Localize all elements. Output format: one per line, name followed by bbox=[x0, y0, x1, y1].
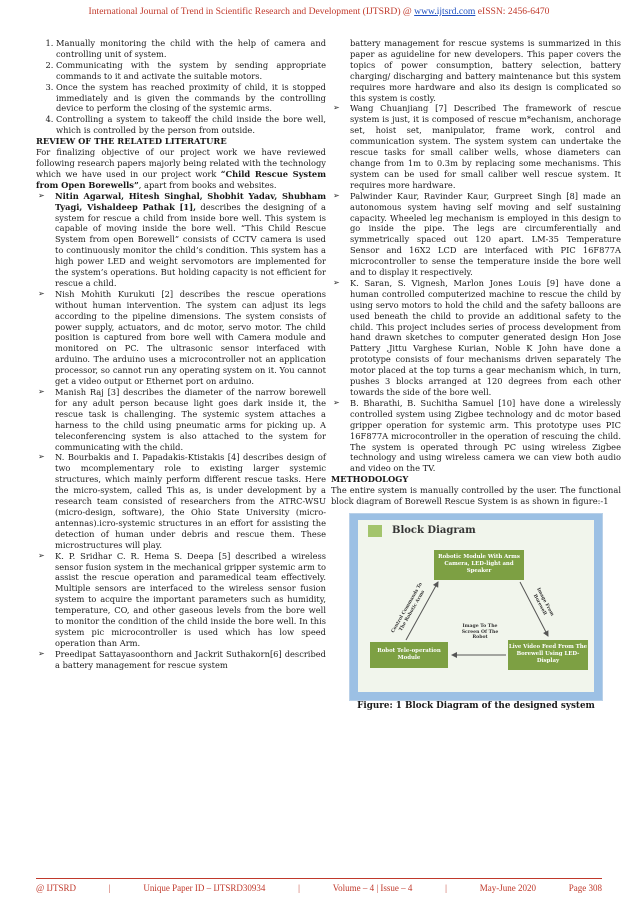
footer-volume: Volume – 4 | Issue – 4 bbox=[332, 883, 413, 893]
arrow-bullet-icon: ➢ bbox=[38, 452, 45, 462]
ref-text: Nish Mohith Kurukuti [2] describes the rescue operations without human intervention. The system can adjust its legs according to the pipeline dimensions. The system consists of power supply, actuators, and dc motor, servo motor. The child position is captured from bore well with Camera module and monitored on PC. The ultrasonic sensor interfaced with arduino. The arduino uses a microcontroller not an application processor, so cannot run any operating system on it. You cannot get a video output or Ethernet port on arduino. bbox=[55, 288, 326, 387]
ref-text: B. Bharathi, B. Suchitha Samuel [10] have done a wirelessly controlled system using Zigbee technology and dc motor based gripper operation for systemic arm. This prototype uses PIC 16F877A microcontroller in the operation of rescuing the child. The system is operated through PC using wireless Zigbee technology and using wireless camera we can view both audio and video on the TV. bbox=[350, 397, 621, 474]
teleoperation-module-box: Robot Tele-operation Module bbox=[370, 642, 448, 668]
label-image-to-screen: Image To The Screen Of The Robot bbox=[461, 623, 499, 641]
literature-list-continued bbox=[331, 103, 621, 474]
project-title: “Child Rescue System from Open Borewells” bbox=[36, 168, 326, 190]
journal-link[interactable]: www.ijtsrd.com bbox=[414, 6, 476, 17]
running-footer bbox=[36, 883, 602, 893]
literature-item bbox=[331, 103, 621, 190]
ref-text: Wang Chuanjiang [7] Described The framework of rescue system is just, it is composed of rescue m*echanism, anchorage set, hoist set, manipulator, frame work, control and communication system. The system system can undertake the rescue tasks for small caliber wells, whose diameters can change from 1m to 0.3m by replacing some mechanisms. This system can be used for small caliber well rescue system. It requires more hardware. bbox=[350, 103, 621, 190]
ref-text: Palwinder Kaur, Ravinder Kaur, Gurpreet Singh [8] made an autonomous system having self moving and self sustaining capacity. Wheeled leg mechanism is employed in this design to go inside the pipe. The legs are circumferentially and symmetrically spaced out 120 apart. LM-35 Temperature Sensor and 16X2 LCD are interfaced with PIC 16F877A microcontroller to sense the temperature inside the bore well and to display it respectively. bbox=[350, 190, 621, 278]
arrow-bullet-icon: ➢ bbox=[333, 103, 340, 113]
arrow-bullet-icon: ➢ bbox=[38, 550, 45, 560]
review-intro bbox=[36, 147, 326, 191]
footer-sep: | bbox=[108, 883, 111, 893]
figure-caption: Figure: 1 Block Diagram of the designed system bbox=[357, 700, 595, 711]
robotic-module-box: Robotic Module With Arms Camera, LED-light and Speaker bbox=[434, 550, 524, 580]
numbered-item: 2. Communicating with the system by sending appropriate commands to it and activate the suitable motors. bbox=[56, 60, 326, 82]
literature-item bbox=[36, 452, 326, 550]
literature-item bbox=[36, 649, 326, 671]
label-control-commands: Control Commands To The Robotic Arms bbox=[390, 582, 426, 635]
numbered-item: 3. Once the system has reached proximity of child, it is stopped immediately and is given the commands by the controlling device to perform the closing of the systemic arms. bbox=[56, 82, 326, 115]
arrow-bullet-icon: ➢ bbox=[38, 387, 45, 396]
footer-sep: | bbox=[298, 883, 300, 893]
diagram-arrows bbox=[358, 520, 594, 692]
review-intro-text: For finalizing objective of our project work we have reviewed following research papers majorly being related with the technology which we have used in our project work bbox=[36, 147, 326, 179]
left-column bbox=[36, 38, 326, 671]
arrow-bullet-icon: ➢ bbox=[38, 288, 45, 298]
footer-page: Page 308 bbox=[568, 883, 602, 893]
footer-journal: @ IJTSRD bbox=[36, 883, 77, 893]
methodology-text: The entire system is manually controlled by the user. The functional block diagram of Borewell Rescue System is as shown in figure:-1 bbox=[331, 485, 621, 507]
arrow-bullet-icon: ➢ bbox=[333, 397, 340, 407]
ref-authors: Nitin Agarwal, Hitesh Singhal, Shobhit Yadav, Shubham Tyagi, Vishaldeep Pathak [1], bbox=[55, 190, 326, 212]
literature-item bbox=[331, 191, 621, 278]
footer-divider bbox=[36, 878, 602, 879]
journal-title: International Journal of Trend in Scientific Research and Development (IJTSRD) @ bbox=[88, 6, 415, 17]
ref-text: N. Bourbakis and I. Papadakis-Ktistakis [4] describes design of two mcomplementary role to existing larger systemic structures, which mainly perform different rescue tasks. Here the micro-system, called This as, is under development by a research team consisted of researchers from the ATRC-WSU (micro-design, software), the Ohio State University (micro-antennas).icro-systemic structures in an effort for assisting the detection of human under debris and rescue them. These microstructures will play. bbox=[55, 452, 326, 550]
literature-list bbox=[36, 191, 326, 671]
right-column bbox=[331, 38, 621, 712]
literature-item bbox=[36, 191, 326, 289]
arrow-bullet-icon: ➢ bbox=[333, 190, 340, 200]
section-title-methodology: METHODOLOGY bbox=[331, 474, 409, 485]
footer-date: May-June 2020 bbox=[479, 883, 536, 893]
label-image-from-borewell: Image From Borewell bbox=[532, 587, 555, 618]
section-title-review: REVIEW OF THE RELATED LITERATURE bbox=[36, 136, 227, 147]
numbered-item: 1. Manually monitoring the child with the help of camera and controlling unit of system. bbox=[56, 38, 326, 60]
ref-text: describes the designing of a system for rescue a child from inside bore well. This system is capable of moving inside the bore well. “This Child Rescue System from open Borewell” consists of CCTV camera is used to continuously monitor the child’s condition. This system has a high power LED and weight servomotors are implemented for the system’s operations. But holding capacity is not efficient for rescue a child. bbox=[55, 201, 326, 288]
ref-text: Manish Raj [3] describes the diameter of the narrow borewell for any adult person because light goes dark inside it, the rescue task is challenging. The systemic system attaches a harness to the child using pneumatic arms for picking up. A teleconferencing system is also attached to the system for communicating with the child. bbox=[55, 387, 326, 452]
running-header bbox=[0, 6, 638, 17]
arrow-bullet-icon: ➢ bbox=[38, 190, 45, 200]
literature-item bbox=[331, 398, 621, 474]
arrow-bullet-icon: ➢ bbox=[38, 648, 45, 658]
literature-item bbox=[36, 387, 326, 452]
numbered-item: 4. Controlling a system to takeoff the child inside the bore well, which is controlled by the person from outside. bbox=[56, 114, 326, 136]
arrow-bullet-icon: ➢ bbox=[333, 277, 340, 287]
footer-paper-id: Unique Paper ID – IJTSRD30934 bbox=[143, 883, 266, 893]
numbered-list bbox=[36, 38, 326, 136]
diagram-title: Block Diagram bbox=[392, 524, 476, 536]
issn: eISSN: 2456-6470 bbox=[475, 6, 550, 17]
literature-item bbox=[36, 551, 326, 649]
footer-sep: | bbox=[445, 883, 447, 893]
block-diagram-figure bbox=[349, 513, 603, 701]
ref-text: K. Saran, S. Vignesh, Marlon Jones Louis [9] have done a human controlled computerized machine to rescue the child by using servo motors to hold the child and the safety balloons are used beneath the child to provide an additional safety to the child. This project includes series of process development from hand drawn sketches to computer generated design Hon Jose Pattery ,Jittu Varghese Kurian, Noble K John have done a prototype consists of four mechanisms driven separately The motor placed at the top turns a gear mechanism which, in turn, pushes 3 blocks arranged at 120 degrees from each other towards the side of the bore well. bbox=[350, 277, 621, 397]
review-intro-tail: , apart from books and websites. bbox=[138, 179, 277, 190]
continued-paragraph: battery management for rescue systems is summarized in this paper as aguideline for new developers. This paper covers the topics of power consumption, battery selection, battery charging/ discharging and battery maintenance but this system requires more hardware and also its design is complicated so this system is costly. bbox=[350, 38, 621, 103]
diagram-canvas bbox=[358, 520, 594, 692]
literature-item bbox=[36, 289, 326, 387]
ref-text: Preedipat Sattayasoonthorn and Jackrit Suthakorn[6] described a battery management for rescue system bbox=[55, 648, 326, 670]
literature-item bbox=[331, 278, 621, 398]
ref-text: K. P. Sridhar C. R. Hema S. Deepa [5] described a wireless sensor fusion system in the mechanical gripper systemic arm to assist the rescue operation and paramedical team effectively. Multiple sensors are interfaced to the wireless sensor fusion system to acquire the important parameters such as humidity, temperature, CO, and other gaseous levels from the bore well to monitor the condition of the child inside the bore well. In this system pic microcontroller is used which has low speed operation than Arm. bbox=[55, 550, 326, 648]
live-video-box: Live Video Feed From The Borewell Using LED- Display bbox=[508, 640, 588, 670]
